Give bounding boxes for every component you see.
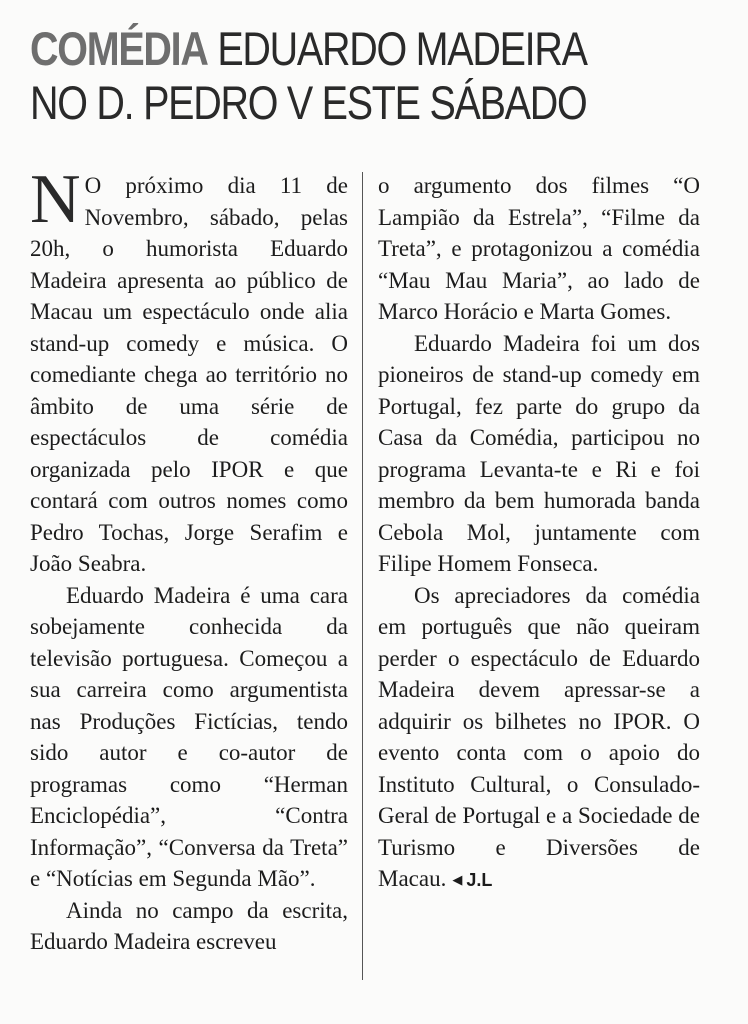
headline (30, 22, 618, 130)
paragraph-1-text: O próximo dia 11 de Novembro, sábado, pelas 20h, o humorista Eduardo Madeira apresenta ao público de Macau um espectáculo onde alia stand-up comedy e música. O comediante chega ao território no âmbito de uma série de espectáculos de comédia organizada pelo IPOR e que contará com outros nomes como Pedro Tochas, Jorge Serafim e João Seabra. (30, 173, 348, 576)
article-paragraph-1 (30, 161, 348, 580)
headline-line-2: NO D. PEDRO V ESTE SÁBADO (30, 76, 587, 129)
end-mark-icon: ◀ (452, 873, 463, 888)
drop-cap: N (30, 161, 81, 238)
article-paragraph-3-start: Ainda no campo da escrita, Eduardo Madeira escreveu (30, 897, 348, 954)
headline-line-1 (30, 22, 618, 76)
article-paragraph-5 (378, 580, 700, 897)
article-column-right (378, 170, 700, 897)
author-byline: J.L (466, 870, 493, 890)
headline-title-part-1: EDUARDO MADEIRA (217, 22, 587, 75)
article-paragraph-4: Eduardo Madeira foi um dos pioneiros de stand-up comedy em Portugal, fez parte do grupo da Casa da Comédia, participou no programa Levanta-te e Ri e foi membro da bem humorada banda Cebola Mol, juntamente com Filipe Homem Fonseca. (378, 330, 700, 576)
section-kicker: COMÉDIA (30, 22, 208, 75)
column-divider (362, 172, 363, 980)
paragraph-5-text: Os apreciadores da comédia em português que não queiram perder o espectáculo de Eduardo Madeira devem apressar-se a adquirir os bilhetes no IPOR. O evento conta com o apoio do Instituto Cultural, o Consulado-Geral de Portugal e a Sociedade de Turismo e Diversões de Macau. (378, 582, 700, 891)
article-paragraph-2: Eduardo Madeira é uma cara sobejamente conhecida da televisão portuguesa. Começou a sua carreira como argumentista nas Produções Fictícias, tendo sido autor e co-autor de programas como “Herman Enciclopédia”, “Contra Informação”, “Conversa da Treta” e “Notícias em Segunda Mão”. (30, 582, 348, 891)
article-column-left (30, 161, 348, 958)
article-paragraph-3-continued: o argumento dos filmes “O Lampião da Estrela”, “Filme da Treta”, e protagonizou a comédia “Mau Mau Maria”, ao lado de Marco Horácio e Marta Gomes. (378, 173, 700, 324)
